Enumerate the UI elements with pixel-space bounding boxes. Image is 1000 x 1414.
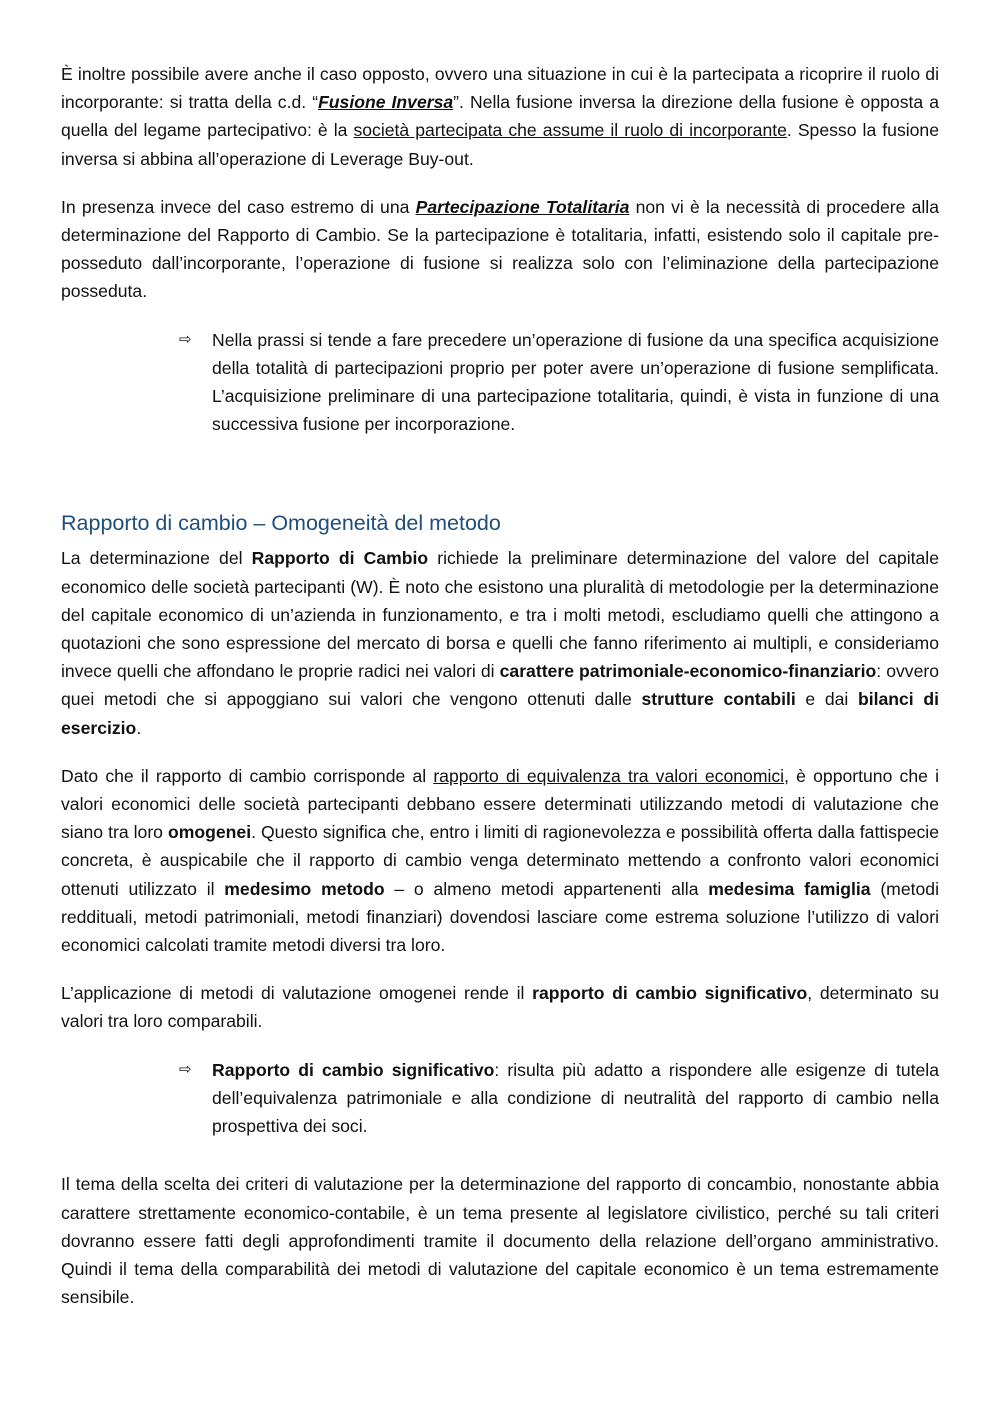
arrow-bullet-icon: ⇨	[179, 330, 192, 348]
bullet-prassi	[179, 326, 939, 439]
paragraph-tema-criteri: Il tema della scelta dei criteri di valutazione per la determinazione del rapporto di concambio, nonostante abbia carattere strettamente economico-contabile, è un tema presente al legislatore civilistico, perché su tali criteri dovranno essere fatti degli approfondimenti tramite il documento della relazione dell’organo amministrativo. Quindi il tema della comparabilità dei metodi di valutazione del capitale economico è un tema estremamente sensibile.	[61, 1174, 939, 1308]
underlined-phrase: società partecipata che assume il ruolo di incorporante	[353, 120, 787, 141]
term-fusione-inversa: Fusione Inversa	[318, 92, 454, 113]
arrow-bullet-icon: ⇨	[179, 1060, 192, 1078]
term-partecipazione-totalitaria: Partecipazione Totalitaria	[415, 196, 630, 217]
paragraph-partecipazione-totalitaria: In presenza invece del caso estremo di una Partecipazione Totalitaria non vi è la necessità di procedere alla determinazione del Rapporto di Cambio. Se la partecipazione è totalitaria, infatti, esistendo solo il capitale pre-posseduto dall’incorporante, l’operazione di fusione si realizza solo con l’eliminazione della partecipazione posseduta.	[61, 196, 939, 302]
bullet-rapporto-significativo	[179, 1056, 940, 1141]
paragraph-determinazione: La determinazione del Rapporto di Cambio richiede la preliminare determinazione del valore del capitale economico delle società partecipanti (W). È noto che esistono una pluralità di metodologie per la determinazione del capitale economico di un’azienda in funzionamento, e tra i molti metodi, escludiamo quelli che attingono a quotazioni che sono espressione del mercato di borsa e quelli che fanno riferimento ai multipli, e consideriamo invece quelli che affondano le proprie radici nei valori di carattere patrimoniale-economico-finanziario: ovvero quei metodi che si appoggiano sui valori che vengono ottenuti dalle strutture contabili e dai bilanci di esercizio.	[61, 548, 939, 738]
paragraph-omogeneita: Dato che il rapporto di cambio corrisponde al rapporto di equivalenza tra valori economici, è opportuno che i valori economici delle società partecipanti debbano essere determinati utilizzando metodi di valutazione che siano tra loro omogenei. Questo significa che, entro i limiti di ragionevolezza e possibilità offerta dalla fattispecie concreta, è auspicabile che il rapporto di cambio venga determinato mettendo a confronto valori economici ottenuti utilizzato il medesimo metodo – o almeno metodi appartenenti alla medesima famiglia (metodi reddituali, metodi patrimoniali, metodi finanziari) dovendosi lasciare come estrema soluzione l’utilizzo di valori economici calcolati tramite metodi diversi tra loro.	[61, 765, 939, 956]
bullet-text: Rapporto di cambio significativo: risulta più adatto a rispondere alle esigenze di tutela dell’equivalenza patrimoniale e alla condizione di neutralità del rapporto di cambio nella prospettiva dei soci.	[212, 1059, 940, 1137]
underlined-phrase: rapporto di equivalenza tra valori economici	[433, 765, 785, 786]
document-page	[61, 60, 939, 1311]
paragraph-applicazione: L’applicazione di metodi di valutazione omogenei rende il rapporto di cambio significativo, determinato su valori tra loro comparabili.	[61, 983, 939, 1032]
bullet-text: Nella prassi si tende a fare precedere un’operazione di fusione da una specifica acquisizione della totalità di partecipazioni proprio per poter avere un’operazione di fusione semplificata. L’acquisizione preliminare di una partecipazione totalitaria, quindi, è vista in funzione di una successiva fusione per incorporazione.	[212, 329, 939, 435]
section-heading: Rapporto di cambio – Omogeneità del metodo	[61, 511, 501, 536]
paragraph-fusione-inversa: È inoltre possibile avere anche il caso opposto, ovvero una situazione in cui è la partecipata a ricoprire il ruolo di incorporante: si tratta della c.d. “Fusione Inversa”. Nella fusione inversa la direzione della fusione è opposta a quella del legame partecipativo: è la società partecipata che assume il ruolo di incorporante. Spesso la fusione inversa si abbina all’operazione di Leverage Buy-out.	[61, 64, 940, 169]
